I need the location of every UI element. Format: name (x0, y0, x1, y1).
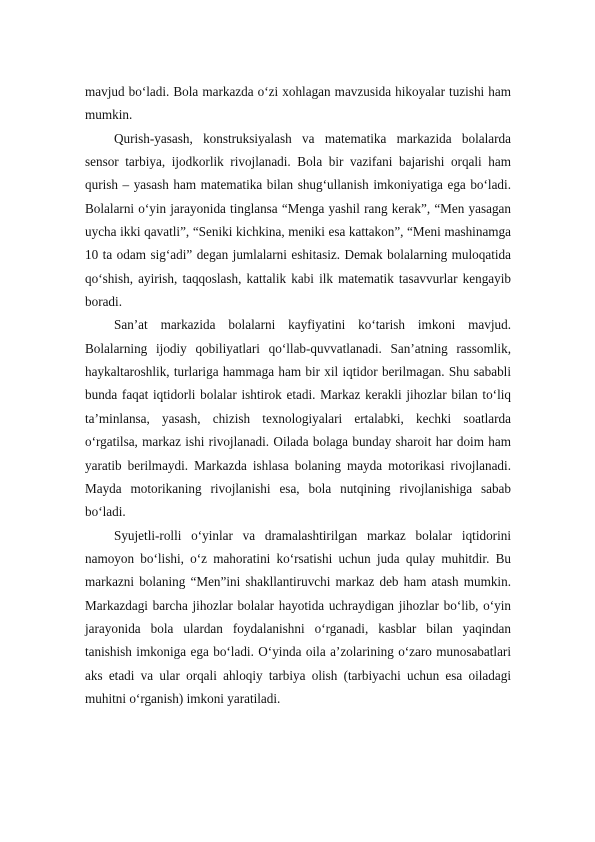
document-page (85, 80, 511, 710)
paragraph-continuation: mavjud bo‘ladi. Bola markazda o‘zi xohlagan mavzusida hikoyalar tuzishi ham mumkin. (85, 84, 511, 123)
paragraph-construction-math-center: Qurish-yasash, konstruksiyalash va matematika markazida bolalarda sensor tarbiya, ijodkorlik rivojlanadi. Bola bir vazifani bajarishi orqali ham qurish – yasash ham matematika bilan shug‘ullanish imkoniyatiga ega bo‘ladi. Bolalarni o‘yin jarayonida tinglansa “Menga yashil rang kerak”, “Men yasagan uycha ikki qavatli”, “Seniki kichkina, meniki esa kattakon”, “Meni mashinamga 10 ta odam sig‘adi” degan jumlalarni eshitasiz. Demak bolalarning muloqatida qo‘shish, ayirish, taqqoslash, kattalik kabi ilk matematik tasavvurlar kengayib boradi. (85, 130, 511, 310)
paragraph-role-play-center: Syujetli-rolli o‘yinlar va dramalashtirilgan markaz bolalar iqtidorini namoyon bo‘lishi, o‘z mahoratini ko‘rsatishi uchun juda qulay muhitdir. Bu markazni bolaning “Men”ini shakllantiruvchi markaz deb ham atash mumkin. Markazdagi barcha jihozlar bolalar hayotida uchraydigan jihozlar bo‘lib, o‘yin jarayonida bola ulardan foydalanishni o‘rganadi, kasblar bilan yaqindan tanishish imkoniga ega bo‘ladi. O‘yinda oila a’zolarining o‘zaro munosabatlari aks etadi va ular orqali ahloqiy tarbiya olish (tarbiyachi uchun esa oiladagi muhitni o‘rganish) imkoni yaratiladi. (85, 527, 511, 706)
paragraph-art-center: San’at markazida bolalarni kayfiyatini ko‘tarish imkoni mavjud. Bolalarning ijodiy qobiliyatlari qo‘llab-quvvatlanadi. San’atning rassomlik, haykaltaroshlik, turlariga hammaga ham bir xil iqtidor berilmagan. Shu sababli bunda faqat iqtidorli bolalar ishtirok etadi. Markaz kerakli jihozlar bilan to‘liq ta’minlansa, yasash, chizish texnologiyalari ertalabki, kechki soatlarda o‘rgatilsa, markaz ishi rivojlanadi. Oilada bolaga bunday sharoit har doim ham yaratib berilmaydi. Markazda ishlasa bolaning mayda motorikasi rivojlanadi. Mayda motorikaning rivojlanishi esa, bola nutqining rivojlanishiga sabab bo‘ladi. (85, 317, 511, 520)
